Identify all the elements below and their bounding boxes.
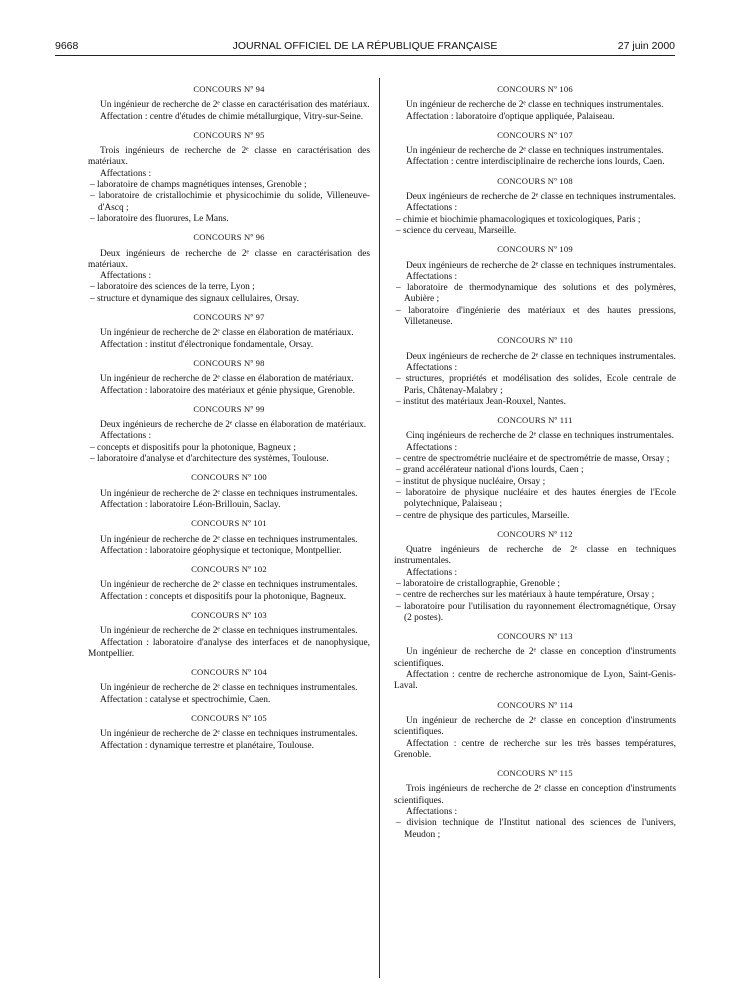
concours-title: CONCOURS Nº 105 — [191, 713, 267, 724]
affectation-item: – centre de recherches sur les matériaux à haute température, Orsay ; — [394, 590, 676, 601]
concours-section — [394, 415, 676, 522]
affectation-item: – structure et dynamique des signaux cellulaires, Orsay. — [88, 294, 370, 305]
concours-description: Un ingénieur de recherche de 2ᵉ classe en techniques instrumentales. — [100, 683, 358, 694]
concours-description: Trois ingénieurs de recherche de 2ᵉ classe en caractérisation des matériaux. — [88, 146, 370, 168]
concours-section — [88, 610, 370, 660]
journal-title: JOURNAL OFFICIEL DE LA RÉPUBLIQUE FRANÇAISE — [232, 40, 498, 52]
concours-title: CONCOURS Nº 115 — [497, 768, 573, 779]
concours-section — [394, 84, 676, 123]
affectations-list — [88, 180, 370, 225]
concours-section — [88, 667, 370, 706]
concours-title: CONCOURS Nº 96 — [193, 232, 265, 243]
concours-description: Un ingénieur de recherche de 2ᵉ classe en techniques instrumentales. — [100, 580, 358, 591]
concours-title: CONCOURS Nº 98 — [193, 357, 265, 368]
affectation-item: – structures, propriétés et modélisation des solides, Ecole centrale de Paris, Châtenay-Malabry ; — [394, 374, 676, 397]
affectations-list — [394, 215, 676, 238]
affectations-label: Affectations : — [406, 362, 458, 373]
affectation-text: Affectation : laboratoire Léon-Brillouin, Saclay. — [100, 499, 281, 510]
concours-section — [394, 244, 676, 328]
affectations-label: Affectations : — [406, 203, 458, 214]
concours-section — [394, 529, 676, 624]
affectation-item: – laboratoire d'ingénierie des matériaux et des hautes pressions, Villetaneuse. — [394, 306, 676, 329]
concours-section — [88, 84, 370, 123]
affectation-item: – laboratoire de cristallographie, Grenoble ; — [394, 579, 676, 590]
concours-section — [88, 404, 370, 465]
concours-section — [394, 335, 676, 408]
affectation-item: – centre de spectrométrie nucléaire et de spectrométrie de masse, Orsay ; — [394, 454, 676, 465]
concours-title: CONCOURS Nº 94 — [193, 84, 265, 94]
concours-title: CONCOURS Nº 104 — [191, 667, 267, 678]
concours-description: Deux ingénieurs de recherche de 2ᵉ classe en techniques instrumentales. — [406, 192, 677, 203]
concours-title: CONCOURS Nº 111 — [497, 415, 573, 426]
concours-section — [394, 631, 676, 692]
affectation-item: – laboratoire des fluorures, Le Mans. — [88, 214, 370, 225]
affectation-item: – grand accélérateur national d'ions lourds, Caen ; — [394, 465, 676, 476]
concours-title: CONCOURS Nº 103 — [191, 609, 267, 620]
concours-description: Un ingénieur de recherche de 2ᵉ classe en élaboration de matériaux. — [100, 374, 354, 385]
affectations-list — [394, 579, 676, 624]
affectations-label: Affectations : — [100, 431, 152, 442]
affectation-item: – division technique de l'Institut national des sciences de l'univers, Meudon ; — [394, 818, 676, 841]
concours-section — [394, 768, 676, 841]
affectations-list — [394, 283, 676, 328]
affectations-label: Affectations : — [406, 807, 458, 818]
affectations-list — [394, 818, 676, 841]
concours-title: CONCOURS Nº 97 — [193, 312, 265, 323]
affectation-item: – laboratoire d'analyse et d'architecture des systèmes, Toulouse. — [88, 454, 370, 465]
affectation-text: Affectation : laboratoire géophysique et tectonique, Montpellier. — [100, 545, 342, 556]
concours-title: CONCOURS Nº 106 — [497, 84, 573, 94]
concours-description: Un ingénieur de recherche de 2ᵉ classe en conception d'instruments scientifiques. — [394, 715, 676, 738]
concours-description: Un ingénieur de recherche de 2ᵉ classe en caractérisation des matériaux. — [100, 100, 370, 111]
concours-description: Un ingénieur de recherche de 2ᵉ classe en techniques instrumentales. — [100, 729, 358, 740]
affectations-list — [394, 454, 676, 522]
affectation-item: – institut de physique nucléaire, Orsay ; — [394, 477, 676, 488]
concours-section — [88, 232, 370, 305]
affectation-item: – chimie et biochimie phamacologiques et toxicologiques, Paris ; — [394, 215, 676, 226]
affectations-list — [88, 282, 370, 305]
affectation-item: – institut des matériaux Jean-Rouxel, Nantes. — [394, 397, 676, 408]
affectation-text: Affectation : laboratoire d'analyse des interfaces et de nanophysique, Montpellier. — [88, 637, 370, 659]
concours-section — [88, 518, 370, 557]
affectation-text: Affectation : laboratoire des matériaux et génie physique, Grenoble. — [100, 385, 355, 396]
affectations-list — [394, 374, 676, 408]
column-divider — [379, 78, 380, 978]
right-column — [394, 84, 676, 848]
concours-section — [394, 700, 676, 761]
affectations-list — [88, 443, 370, 466]
concours-title: CONCOURS Nº 100 — [191, 472, 267, 483]
affectation-item: – laboratoire de physique nucléaire et des hautes énergies de l'Ecole polytechnique, Palaiseau ; — [394, 488, 676, 511]
concours-title: CONCOURS Nº 108 — [497, 175, 573, 186]
affectation-item: – centre de physique des particules, Marseille. — [394, 511, 676, 522]
concours-section — [394, 130, 676, 169]
affectation-text: Affectation : institut d'électronique fondamentale, Orsay. — [100, 339, 314, 350]
affectation-text: Affectation : dynamique terrestre et planétaire, Toulouse. — [100, 740, 315, 751]
concours-description: Trois ingénieurs de recherche de 2ᵉ classe en conception d'instruments scientifiques. — [394, 784, 676, 806]
concours-description: Un ingénieur de recherche de 2ᵉ classe en techniques instrumentales. — [406, 100, 664, 111]
affectation-item: – laboratoire de thermodynamique des solutions et des polymères, Aubière ; — [394, 283, 676, 306]
concours-section — [88, 472, 370, 511]
page-number: 9668 — [55, 40, 79, 52]
concours-section — [88, 564, 370, 603]
concours-title: CONCOURS Nº 110 — [497, 335, 573, 346]
concours-description: Un ingénieur de recherche de 2ᵉ classe en techniques instrumentales. — [100, 534, 358, 545]
affectation-text: Affectation : concepts et dispositifs pour la photonique, Bagneux. — [100, 591, 347, 602]
affectations-label: Affectations : — [100, 271, 152, 282]
affectation-text: Affectation : centre interdisciplinaire de recherche ions lourds, Caen. — [406, 157, 665, 168]
affectations-label: Affectations : — [406, 442, 458, 453]
concours-description: Cinq ingénieurs de recherche de 2ᵉ classe en techniques instrumentales. — [406, 431, 674, 442]
affectation-item: – laboratoire de cristallochimie et physicochimie du solide, Villeneuve-d'Ascq ; — [88, 191, 370, 214]
concours-title: CONCOURS Nº 101 — [191, 518, 267, 529]
concours-section — [88, 713, 370, 752]
concours-title: CONCOURS Nº 109 — [497, 244, 573, 255]
concours-description: Un ingénieur de recherche de 2ᵉ classe en techniques instrumentales. — [100, 626, 358, 637]
affectations-label: Affectations : — [406, 567, 458, 578]
concours-title: CONCOURS Nº 99 — [193, 403, 265, 414]
affectation-text: Affectation : centre de recherche sur les très basses températures, Grenoble. — [394, 738, 676, 760]
concours-description: Quatre ingénieurs de recherche de 2ᵉ classe en techniques instrumentales. — [394, 545, 676, 567]
affectation-item: – laboratoire de champs magnétiques intenses, Grenoble ; — [88, 180, 370, 191]
affectation-item: – concepts et dispositifs pour la photonique, Bagneux ; — [88, 443, 370, 454]
concours-title: CONCOURS Nº 112 — [497, 528, 573, 539]
concours-description: Deux ingénieurs de recherche de 2ᵉ classe en techniques instrumentales. — [406, 260, 677, 271]
concours-section — [88, 130, 370, 225]
affectation-text: Affectation : centre de recherche astronomique de Lyon, Saint-Genis-Laval. — [394, 670, 676, 692]
concours-description: Un ingénieur de recherche de 2ᵉ classe en techniques instrumentales. — [100, 488, 358, 499]
affectation-text: Affectation : catalyse et spectrochimie, Caen. — [100, 694, 271, 705]
concours-section — [88, 312, 370, 351]
concours-title: CONCOURS Nº 114 — [497, 699, 573, 710]
page-header — [55, 40, 675, 56]
concours-section — [394, 176, 676, 237]
concours-description: Un ingénieur de recherche de 2ᵉ classe en élaboration de matériaux. — [100, 328, 354, 339]
concours-description: Un ingénieur de recherche de 2ᵉ classe en techniques instrumentales. — [406, 146, 664, 157]
concours-description: Deux ingénieurs de recherche de 2ᵉ classe en élaboration de matériaux. — [100, 420, 367, 431]
left-column — [88, 84, 370, 759]
concours-title: CONCOURS Nº 95 — [193, 129, 265, 140]
affectation-text: Affectation : centre d'études de chimie métallurgique, Vitry-sur-Seine. — [100, 111, 364, 122]
publication-date: 27 juin 2000 — [617, 40, 675, 52]
affectations-label: Affectations : — [406, 271, 458, 282]
concours-description: Deux ingénieurs de recherche de 2ᵉ classe en caractérisation des matériaux. — [88, 248, 370, 270]
affectation-item: – science du cerveau, Marseille. — [394, 226, 676, 237]
affectation-text: Affectation : laboratoire d'optique appliquée, Palaiseau. — [406, 111, 615, 122]
concours-section — [88, 358, 370, 397]
concours-title: CONCOURS Nº 107 — [497, 129, 573, 140]
affectation-item: – laboratoire des sciences de la terre, Lyon ; — [88, 282, 370, 293]
concours-description: Un ingénieur de recherche de 2ᵉ classe en conception d'instruments scientifiques. — [394, 647, 676, 669]
concours-description: Deux ingénieurs de recherche de 2ᵉ classe en techniques instrumentales. — [406, 351, 677, 362]
concours-title: CONCOURS Nº 113 — [497, 631, 573, 642]
affectations-label: Affectations : — [100, 168, 152, 179]
concours-title: CONCOURS Nº 102 — [191, 564, 267, 575]
affectation-item: – laboratoire pour l'utilisation du rayonnement électromagnétique, Orsay (2 postes). — [394, 602, 676, 625]
